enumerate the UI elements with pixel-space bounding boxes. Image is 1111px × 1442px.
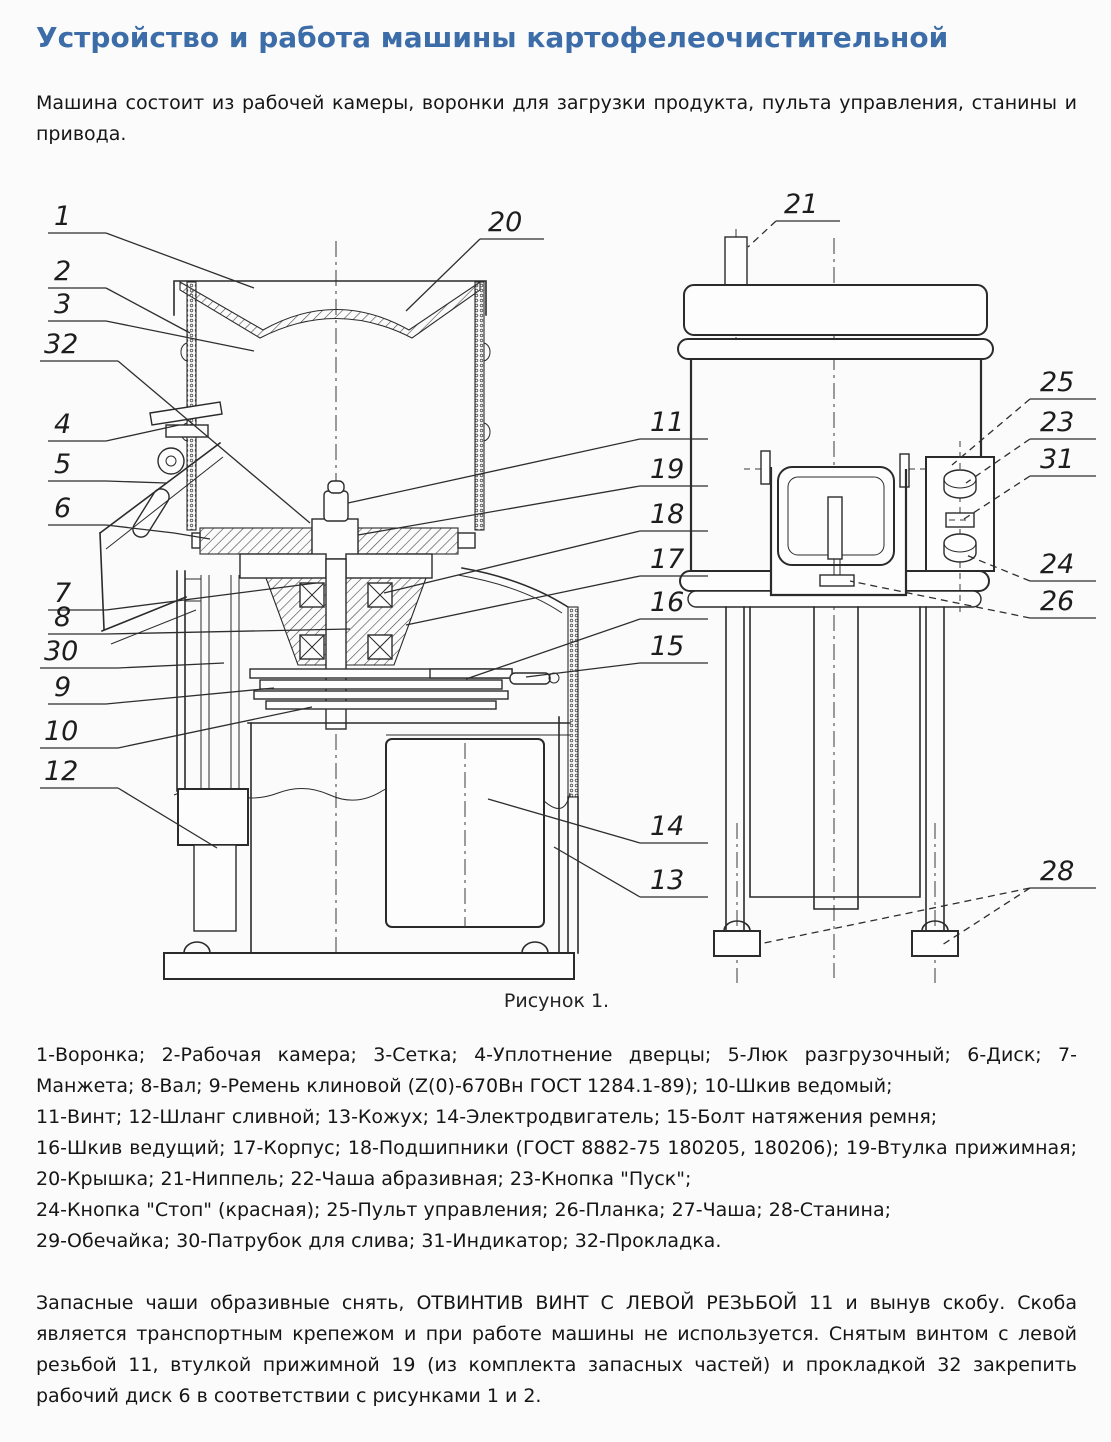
intro-paragraph: Машина состоит из рабочей камеры, воронки для загрузки продукта, пульта управления, станины и привода. <box>36 92 1077 146</box>
callout-number-25: 25 <box>1040 366 1075 398</box>
callout-leader-3 <box>106 321 254 351</box>
callout-number-11: 11 <box>650 406 685 438</box>
callout-leader-19 <box>358 486 640 535</box>
callout-number-21: 21 <box>784 188 819 220</box>
callout-number-9: 9 <box>54 671 72 703</box>
callout-number-24: 24 <box>1040 548 1075 580</box>
callout-leader-1 <box>106 233 254 288</box>
callout-leader-16 <box>466 619 640 679</box>
callout-number-8: 8 <box>54 601 72 633</box>
callout-leader-13 <box>554 847 640 897</box>
callout-number-26: 26 <box>1040 585 1075 617</box>
callout-number-14: 14 <box>650 810 685 842</box>
page-title: Устройство и работа машины картофелеочистительной <box>36 21 949 54</box>
callout-number-7: 7 <box>54 577 72 609</box>
callout-number-16: 16 <box>650 586 685 618</box>
foot-left <box>714 931 760 956</box>
door-handle <box>828 497 842 559</box>
figure-1 <box>14 183 1077 988</box>
callout-leader-10 <box>118 707 312 748</box>
callout-leader-2 <box>106 288 190 333</box>
figure-sectional-view <box>100 241 578 979</box>
callout-leader-30 <box>118 663 224 668</box>
callout-number-17: 17 <box>650 543 685 575</box>
notes-paragraph: Запасные чаши образивные снять, ОТВИНТИВ ВИНТ С ЛЕВОЙ РЕЗЬБОЙ 11 и вынув скобу. Скоба является транспортным крепежом и при работе машины не используется. Снятым винтом с левой резьбой 11, втулкой прижимной 19 (из комплекта запасных частей) и прокладкой 32 закрепить рабочий диск 6 в соответствии с рисунками 1 и 2. <box>36 1291 1077 1408</box>
callout-number-5: 5 <box>54 448 72 480</box>
callout-number-23: 23 <box>1040 406 1075 438</box>
disc <box>200 528 312 554</box>
callout-number-18: 18 <box>650 498 685 530</box>
callout-leader-25 <box>952 399 1030 465</box>
callout-number-1: 1 <box>54 200 72 232</box>
callout-number-19: 19 <box>650 453 685 485</box>
callout-leader-20 <box>406 239 480 311</box>
parts-list-paragraph: 1-Воронка; 2-Рабочая камера; 3-Сетка; 4-Уплотнение дверцы; 5-Люк разгрузочный; 6-Диск; 7-Манжета; 8-Вал; 9-Ремень клиновой (Z(0)-670Вн ГОСТ 1284.1-89); 10-Шкив ведомый; <box>36 1043 1077 1097</box>
clamp-screw <box>324 491 348 521</box>
nipple <box>725 237 747 285</box>
callout-number-2: 2 <box>54 255 72 287</box>
parts-list-paragraph: 24-Кнопка "Стоп" (красная); 25-Пульт управления; 26-Планка; 27-Чаша; 28-Станина; <box>36 1199 891 1222</box>
stand <box>714 607 958 983</box>
parts-list-paragraph: 11-Винт; 12-Шланг сливной; 13-Кожух; 14-Электродвигатель; 15-Болт натяжения ремня; <box>36 1105 938 1128</box>
drain-hose <box>178 789 248 845</box>
base-plate <box>164 953 574 979</box>
callout-number-13: 13 <box>650 864 685 896</box>
callout-number-4: 4 <box>54 408 72 440</box>
callout-number-31: 31 <box>1040 443 1075 475</box>
parts-list-paragraph: 29-Обечайка; 30-Патрубок для слива; 31-Индикатор; 32-Прокладка. <box>36 1230 722 1253</box>
callout-leader-15 <box>526 663 640 677</box>
start-button <box>944 470 976 498</box>
callout-number-20: 20 <box>488 206 523 238</box>
foot-right <box>912 931 958 956</box>
lid <box>684 285 987 335</box>
callout-number-12: 12 <box>44 755 79 787</box>
pulleys <box>250 669 559 709</box>
figure-side-view <box>678 229 994 983</box>
callout-number-32: 32 <box>44 328 79 360</box>
callout-leader-9 <box>106 688 274 704</box>
callout-leader-5 <box>106 481 166 483</box>
callout-number-28: 28 <box>1040 855 1075 887</box>
drain-pipe <box>185 575 239 791</box>
casing-wall <box>568 607 578 797</box>
callout-number-10: 10 <box>44 715 79 747</box>
callout-number-3: 3 <box>54 288 72 320</box>
callout-number-15: 15 <box>650 630 685 662</box>
callout-number-30: 30 <box>44 635 79 667</box>
parts-list-paragraph: 16-Шкив ведущий; 17-Корпус; 18-Подшипники (ГОСТ 8882-75 180205, 180206); 19-Втулка прижимная; 20-Крышка; 21-Ниппель; 22-Чаша абразивная; 23-Кнопка "Пуск"; <box>36 1136 1077 1191</box>
callout-leader-28 <box>942 888 1030 945</box>
parts-list <box>36 1040 1077 1258</box>
disc-hub <box>312 519 358 559</box>
figure-drawing <box>14 183 1104 988</box>
clamp-plate <box>820 575 854 586</box>
funnel <box>180 282 480 338</box>
door-hinge <box>158 448 184 474</box>
callout-leader-17 <box>406 576 640 625</box>
figure-caption: Рисунок 1. <box>503 989 610 1012</box>
callout-number-6: 6 <box>54 492 72 524</box>
callout-leader-21 <box>748 221 776 247</box>
door-assembly <box>761 451 909 595</box>
chamber-wall-right <box>475 282 484 530</box>
door-seal <box>150 402 222 425</box>
